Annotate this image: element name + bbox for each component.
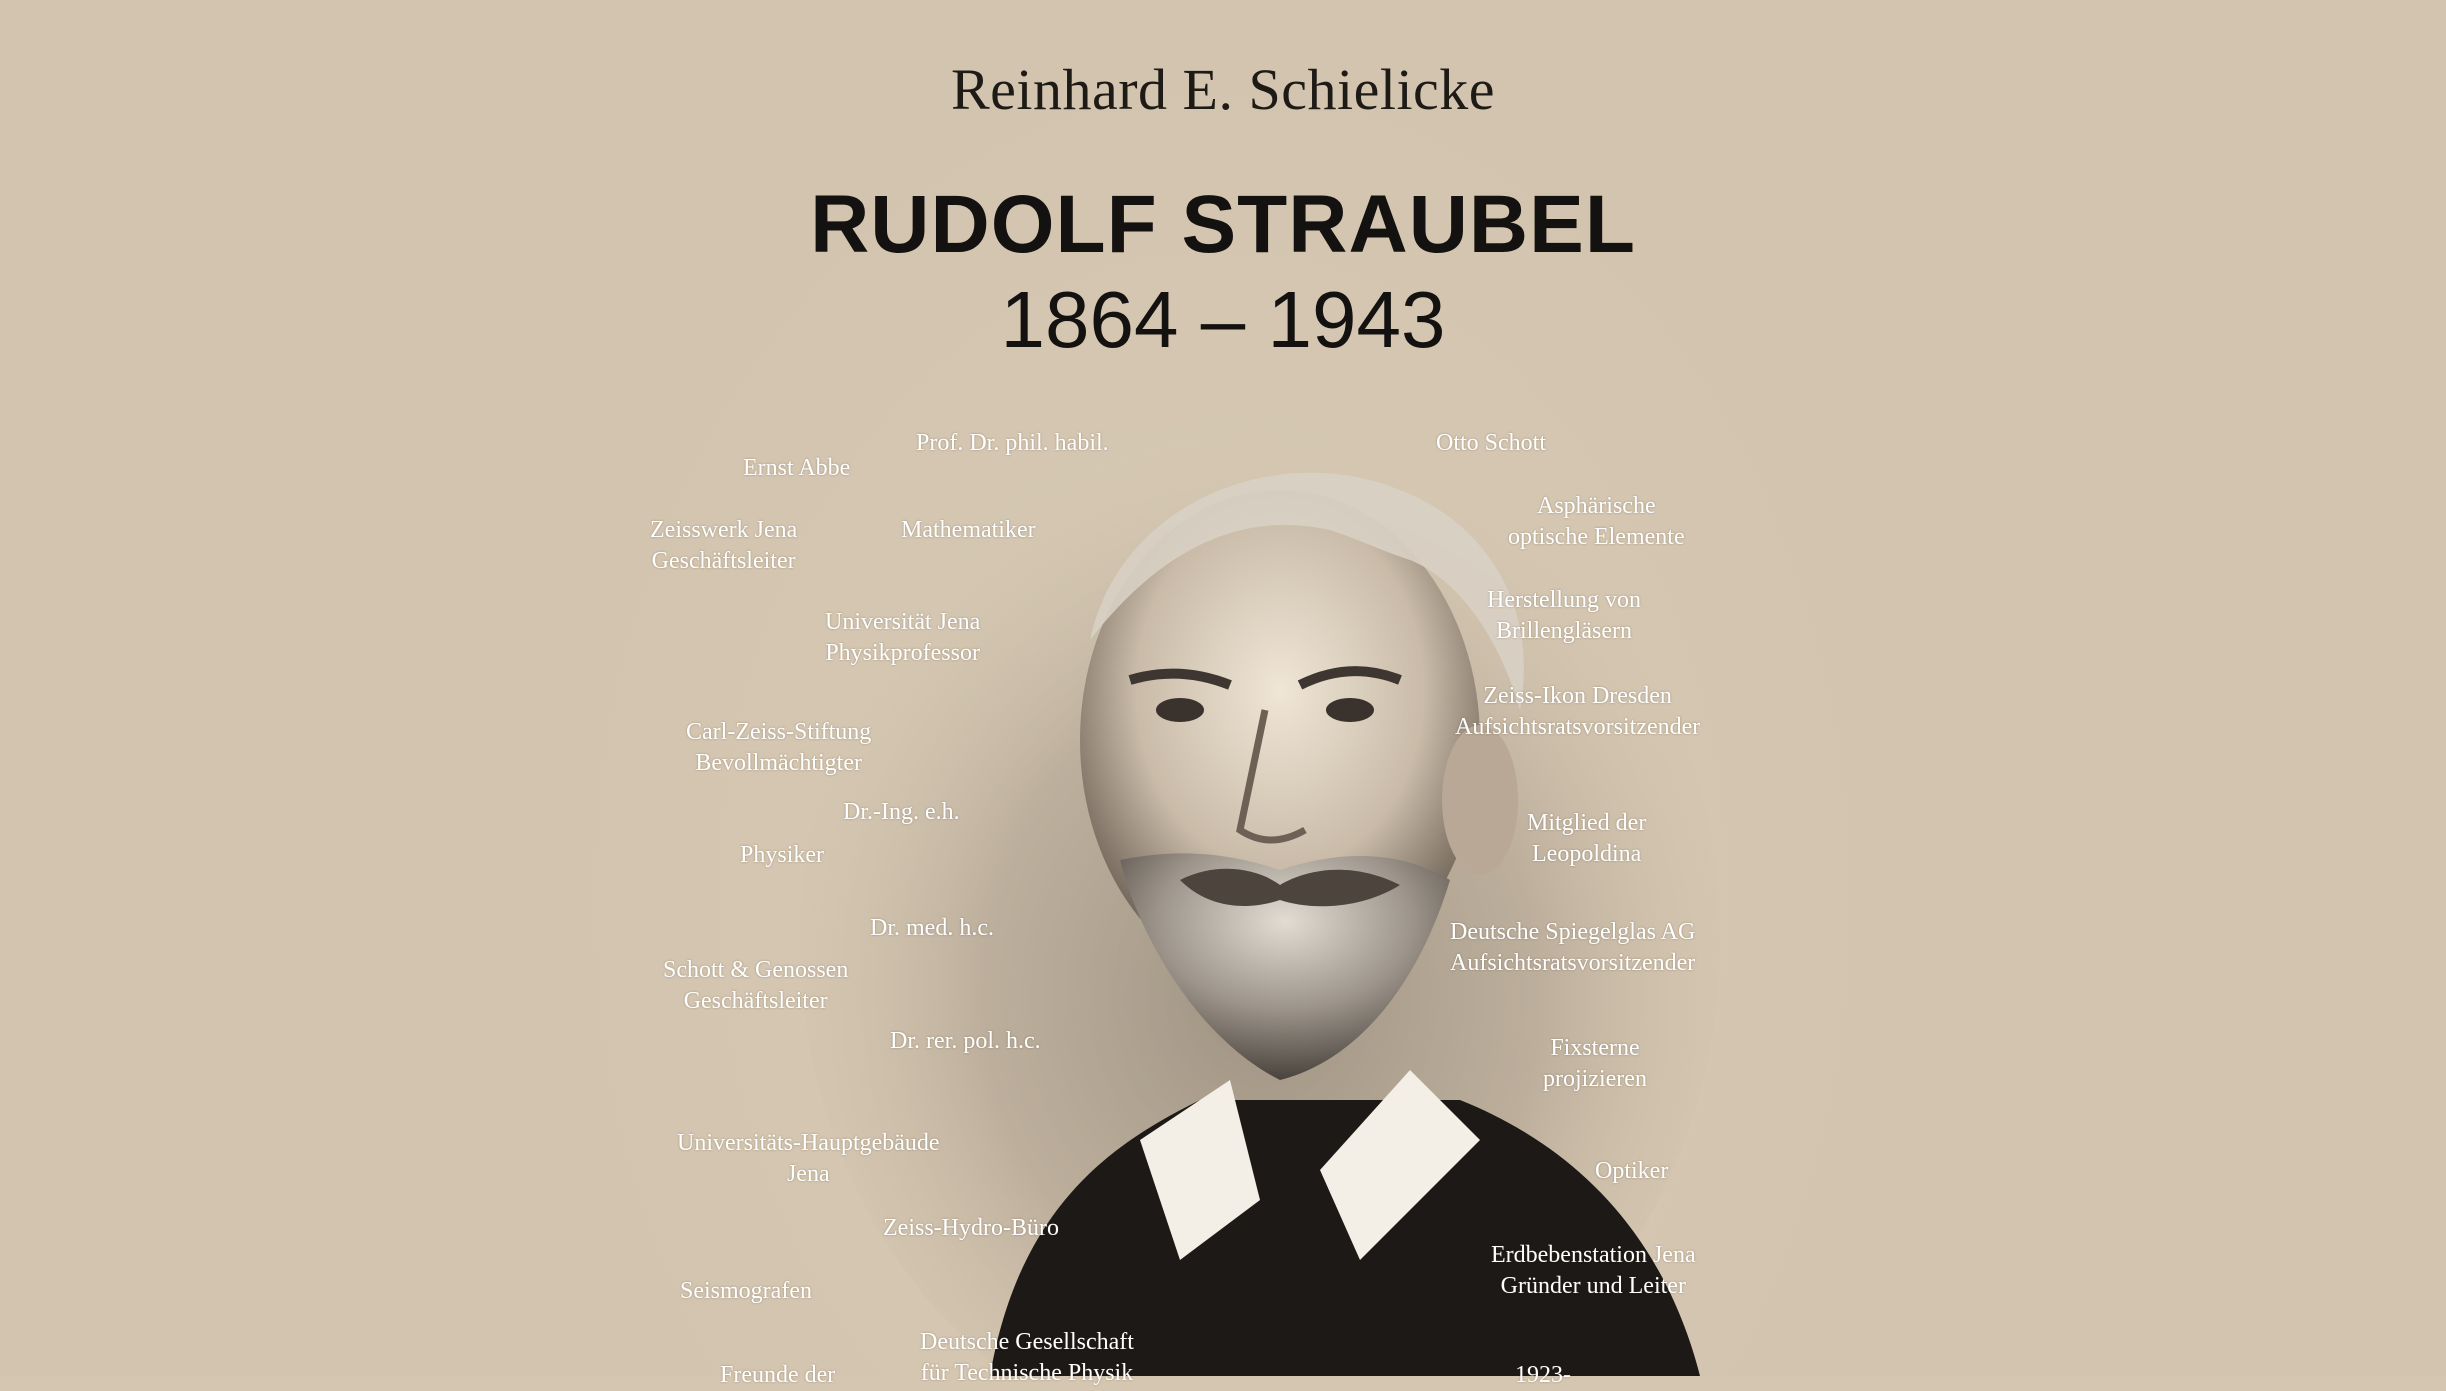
- tag-dr-rer-pol: [890, 1026, 1041, 1057]
- tag-zeiss-ikon: [1455, 681, 1700, 743]
- tag-zeisswerk-line2: Geschäftsleiter: [651, 548, 796, 574]
- tag-mathematiker-text: Mathematiker: [901, 517, 1036, 543]
- tag-year-partial-text: 1923-: [1515, 1362, 1571, 1388]
- tag-hauptgebaeude-line1: Universitäts-Hauptgebäude: [677, 1130, 940, 1156]
- tag-physiker: [740, 840, 824, 871]
- tag-fixsterne-line2: projizieren: [1543, 1066, 1647, 1092]
- tag-asphaerische-line2: optische Elemente: [1508, 524, 1685, 550]
- author-name: Reinhard E. Schielicke: [950, 57, 1496, 122]
- tag-universitaet-line2: Physikprofessor: [825, 640, 980, 666]
- tag-dr-rer-pol-text: Dr. rer. pol. h.c.: [890, 1028, 1041, 1054]
- tag-brillen: [1487, 585, 1641, 647]
- tag-leopoldina-line2: Leopoldina: [1532, 841, 1642, 867]
- tag-optiker: [1595, 1156, 1668, 1187]
- tag-dr-ing-text: Dr.-Ing. e.h.: [843, 799, 960, 825]
- tag-hydro-buero-text: Zeiss-Hydro-Büro: [883, 1215, 1059, 1241]
- book-title: RUDOLF STRAUBEL: [810, 179, 1636, 270]
- tag-dgtp-line2: für Technische Physik: [920, 1360, 1134, 1386]
- tag-asphaerische: [1508, 491, 1685, 553]
- tag-stiftung-line2: Bevollmächtigter: [695, 750, 862, 776]
- tag-seismografen-text: Seismografen: [680, 1278, 812, 1304]
- tag-dr-ing: [843, 797, 960, 828]
- tag-universitaet-line1: Universität Jena: [825, 609, 981, 635]
- tag-erdbebenstation-line1: Erdbebenstation Jena: [1491, 1242, 1696, 1268]
- tag-ernst-abbe-text: Ernst Abbe: [743, 455, 851, 481]
- tag-leopoldina: [1527, 808, 1646, 870]
- tag-spiegelglas: [1450, 917, 1695, 979]
- tag-fixsterne-line1: Fixsterne: [1550, 1035, 1640, 1061]
- tag-schott-genossen-line2: Geschäftsleiter: [683, 988, 828, 1014]
- tag-zeisswerk-line1: Zeisswerk Jena: [650, 517, 798, 543]
- tag-brillen-line2: Brillengläsern: [1496, 618, 1632, 644]
- tag-hydro-buero: [883, 1213, 1059, 1244]
- tag-seismografen: [680, 1276, 812, 1307]
- tag-dgtp: [920, 1327, 1134, 1389]
- tag-physiker-text: Physiker: [740, 842, 824, 868]
- tag-brillen-line1: Herstellung von: [1487, 587, 1641, 613]
- tag-leopoldina-line1: Mitglied der: [1527, 810, 1647, 836]
- tag-spiegelglas-line1: Deutsche Spiegelglas AG: [1450, 919, 1696, 945]
- tag-schott-genossen-line1: Schott & Genossen: [663, 957, 849, 983]
- tag-schott-genossen: [663, 955, 848, 1017]
- tag-otto-schott-text: Otto Schott: [1436, 430, 1547, 456]
- tag-stiftung-line1: Carl-Zeiss-Stiftung: [686, 719, 872, 745]
- tag-zeiss-ikon-line2: Aufsichtsratsvorsitzender: [1455, 714, 1701, 740]
- tag-stiftung: [686, 717, 871, 779]
- tag-freunde-text: Freunde der: [720, 1362, 836, 1388]
- tag-asphaerische-line1: Asphärische: [1536, 493, 1656, 519]
- tag-fixsterne: [1543, 1033, 1647, 1095]
- tag-erdbebenstation-line2: Gründer und Leiter: [1500, 1273, 1686, 1299]
- life-years: 1864 – 1943: [1000, 275, 1446, 364]
- tag-dr-med-text: Dr. med. h.c.: [870, 915, 994, 941]
- tag-hauptgebaeude-line2: Jena: [786, 1161, 830, 1187]
- tag-universitaet: [825, 607, 980, 669]
- tag-spiegelglas-line2: Aufsichtsratsvorsitzender: [1450, 950, 1696, 976]
- tag-dr-med: [870, 913, 994, 944]
- tag-hauptgebaeude: [677, 1128, 940, 1190]
- tag-ernst-abbe: [743, 453, 850, 484]
- tag-prof: [916, 428, 1109, 459]
- tag-erdbebenstation: [1491, 1240, 1696, 1302]
- tag-zeiss-ikon-line1: Zeiss-Ikon Dresden: [1483, 683, 1672, 709]
- tag-optiker-text: Optiker: [1595, 1158, 1669, 1184]
- tag-mathematiker: [901, 515, 1036, 546]
- tag-zeisswerk: [650, 515, 797, 577]
- tag-prof-text: Prof. Dr. phil. habil.: [916, 430, 1109, 456]
- tag-otto-schott: [1436, 428, 1546, 459]
- tag-dgtp-line1: Deutsche Gesellschaft: [920, 1329, 1134, 1355]
